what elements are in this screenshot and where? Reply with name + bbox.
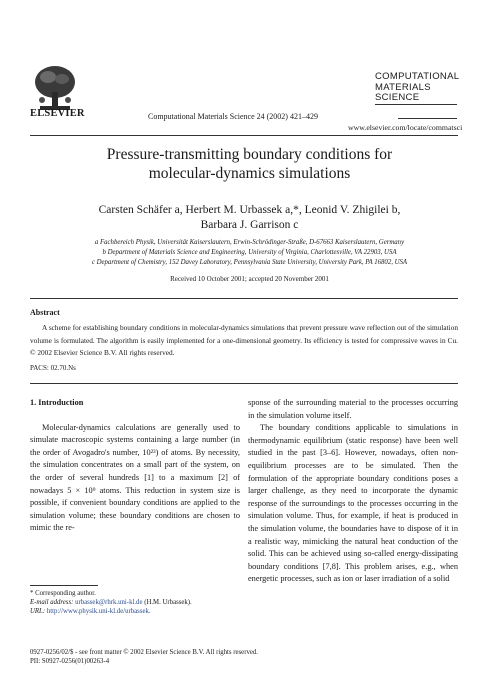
email-label: E-mail address: <box>30 599 74 606</box>
copyright-info <box>30 648 258 666</box>
publisher-name: ELSEVIER <box>30 108 85 119</box>
affiliation: c Department of Chemistry, 152 Davey Laboratory, Pennsylvania State University, University Park, PA 16802, USA <box>91 259 408 266</box>
abstract-heading: Abstract <box>30 308 60 317</box>
authors-line: Carsten Schäfer a, Herbert M. Urbassek a,*, Leonid V. Zhigilei b, <box>98 204 401 216</box>
section-heading: 1. Introduction <box>30 398 84 407</box>
authors-line: Barbara J. Garrison c <box>200 219 299 231</box>
url-line <box>30 607 240 616</box>
footnote <box>30 589 240 616</box>
url-label: URL: <box>30 608 46 615</box>
abstract-bottom-rule <box>30 383 458 384</box>
affiliation: b Department of Materials Science and Engineering, University of Virginia, Charlottesville, VA 22903, USA <box>102 249 397 256</box>
body-paragraph: The boundary conditions applicable to simulations in thermodynamic equilibrium (static response) have been well studied in the past [3–6]. However, nowadays, often non-equilibrium processes are to be simulated. Then the formulation of the appropriate boundary conditions poses a larger challenge, as they need to incorporate the dynamic response of the surroundings to the processes occurring in the simulation volume. Thus, for example, if heat is produced in the simulation volume, the boundaries have to dispose of it in a realistic way, mimicking the natural heat conduction of the solid. This can be achieved using so-called energy-dissipating boundary conditions [7,8]. This problem arises, e.g., when energetic processes, such as ion or laser irradiation of a solid <box>248 423 458 584</box>
affiliations <box>0 238 499 268</box>
right-column <box>248 397 458 586</box>
title-line: molecular-dynamics simulations <box>148 165 351 182</box>
journal-reference: Computational Materials Science 24 (2002) 421–429 <box>148 112 318 121</box>
corresponding-author-note: * Corresponding author. <box>30 590 96 597</box>
journal-name-line: MATERIALS <box>375 81 431 93</box>
pii-line: PII: S0927-0256(01)00263-4 <box>30 658 110 665</box>
title-line: Pressure-transmitting boundary conditions for <box>106 146 393 163</box>
abstract-text: A scheme for establishing boundary conditions in molecular-dynamics simulations that prevent pressure wave reflection out of the simulation volume is formulated. The algorithm is easily implemented for a one-dimensional geometry. Its efficiency is tested for compressive waves in Cu. © 2002 Elsevier Science B.V. All rights reserved. <box>30 323 458 357</box>
journal-name-rule <box>398 118 457 119</box>
affiliation: a Fachbereich Physik, Universität Kaiserslautern, Erwin-Schrödinger-Straße, D-67663 Kaiserslautern, Germany <box>94 239 405 246</box>
abstract-top-rule <box>30 298 458 299</box>
email-suffix: (H.M. Urbassek). <box>144 599 192 606</box>
body-paragraph: sponse of the surrounding material to the processes occurring in the simulation volume itself. <box>248 398 458 420</box>
journal-name-line: COMPUTATIONAL <box>375 71 460 82</box>
author-list <box>0 203 499 233</box>
issn-line: 0927-0256/02/$ - see front matter © 2002 Elsevier Science B.V. All rights reserved. <box>30 649 258 656</box>
article-title <box>0 145 499 183</box>
elsevier-tree-logo <box>30 62 80 114</box>
footnote-rule <box>30 585 98 586</box>
body-paragraph: Molecular-dynamics calculations are generally used to simulate macroscopic systems containing a large number (in the order of Avogadro's number, 10²³) of atoms. By necessity, the simulation concentrates on a small part of the system, on the order of several hundreds [1] to a maximum [2] of nowadays 5 × 10⁹ atoms. This reduction in system size is possible, if convenient boundary conditions are applied to the simulation volume; these boundary conditions are chosen to mimic the re- <box>30 422 240 533</box>
journal-name <box>375 72 459 104</box>
journal-name-line: SCIENCE <box>375 92 420 103</box>
received-dates: Received 10 October 2001; accepted 20 November 2001 <box>170 275 329 283</box>
journal-url[interactable]: www.elsevier.com/locate/commatsci <box>348 123 463 132</box>
homepage-link[interactable]: http://www.physik.uni-kl.de/urbassek. <box>46 608 151 615</box>
header-rule <box>30 135 458 136</box>
journal-name-rule <box>375 104 457 105</box>
pacs-code: PACS: 02.70.Ns <box>30 364 76 372</box>
email-line <box>30 598 240 607</box>
left-column <box>30 397 240 535</box>
email-link[interactable]: urbassek@rhrk.uni-kl.de <box>75 599 143 606</box>
